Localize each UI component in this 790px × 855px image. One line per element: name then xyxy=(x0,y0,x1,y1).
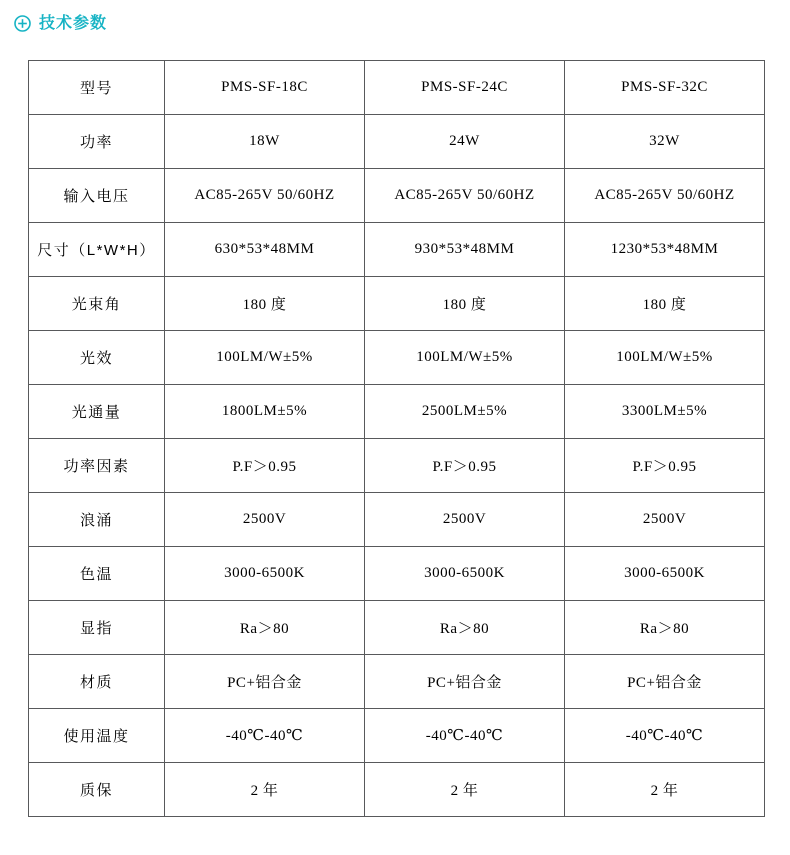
spec-table-wrapper xyxy=(28,60,764,817)
row-value: P.F＞0.95 xyxy=(365,439,565,493)
row-value: 2 年 xyxy=(365,763,565,817)
plus-circle-icon xyxy=(14,15,31,32)
row-value: 2 年 xyxy=(165,763,365,817)
spec-table xyxy=(28,60,765,817)
section-header xyxy=(0,0,790,34)
table-row xyxy=(29,331,765,385)
row-value: PC+铝合金 xyxy=(165,655,365,709)
row-value: -40℃-40℃ xyxy=(165,709,365,763)
row-label: 尺寸（L*W*H） xyxy=(29,223,165,277)
row-value: 930*53*48MM xyxy=(365,223,565,277)
row-value: 1230*53*48MM xyxy=(565,223,765,277)
row-value: PMS-SF-18C xyxy=(165,61,365,115)
row-value: Ra＞80 xyxy=(565,601,765,655)
table-row xyxy=(29,61,765,115)
row-label: 使用温度 xyxy=(29,709,165,763)
row-label: 显指 xyxy=(29,601,165,655)
row-value: 2 年 xyxy=(565,763,765,817)
row-value: PC+铝合金 xyxy=(565,655,765,709)
table-row xyxy=(29,493,765,547)
row-value: 3000-6500K xyxy=(165,547,365,601)
row-value: 1800LM±5% xyxy=(165,385,365,439)
page-title: 技术参数 xyxy=(39,14,108,32)
row-label: 光束角 xyxy=(29,277,165,331)
row-label: 质保 xyxy=(29,763,165,817)
table-row xyxy=(29,601,765,655)
row-value: P.F＞0.95 xyxy=(565,439,765,493)
row-value: 180 度 xyxy=(165,277,365,331)
row-label: 光通量 xyxy=(29,385,165,439)
row-label: 浪涌 xyxy=(29,493,165,547)
row-value: PMS-SF-32C xyxy=(565,61,765,115)
row-value: 18W xyxy=(165,115,365,169)
table-row xyxy=(29,763,765,817)
row-label: 输入电压 xyxy=(29,169,165,223)
row-value: 2500LM±5% xyxy=(365,385,565,439)
row-value: 180 度 xyxy=(365,277,565,331)
row-value: AC85-265V 50/60HZ xyxy=(565,169,765,223)
table-row xyxy=(29,169,765,223)
row-value: 24W xyxy=(365,115,565,169)
table-row xyxy=(29,277,765,331)
row-value: AC85-265V 50/60HZ xyxy=(165,169,365,223)
row-label: 功率因素 xyxy=(29,439,165,493)
row-value: 3300LM±5% xyxy=(565,385,765,439)
row-value: Ra＞80 xyxy=(165,601,365,655)
row-value: -40℃-40℃ xyxy=(565,709,765,763)
row-label: 功率 xyxy=(29,115,165,169)
table-row xyxy=(29,655,765,709)
row-value: 100LM/W±5% xyxy=(565,331,765,385)
row-value: 630*53*48MM xyxy=(165,223,365,277)
row-value: 2500V xyxy=(365,493,565,547)
table-row xyxy=(29,439,765,493)
table-row xyxy=(29,115,765,169)
row-label: 光效 xyxy=(29,331,165,385)
row-value: PMS-SF-24C xyxy=(365,61,565,115)
row-label: 型号 xyxy=(29,61,165,115)
table-row xyxy=(29,223,765,277)
table-row xyxy=(29,547,765,601)
table-row xyxy=(29,385,765,439)
row-value: 2500V xyxy=(165,493,365,547)
row-value: 2500V xyxy=(565,493,765,547)
row-value: 180 度 xyxy=(565,277,765,331)
row-value: 3000-6500K xyxy=(565,547,765,601)
table-row xyxy=(29,709,765,763)
row-value: AC85-265V 50/60HZ xyxy=(365,169,565,223)
row-value: 100LM/W±5% xyxy=(365,331,565,385)
row-value: 32W xyxy=(565,115,765,169)
row-value: -40℃-40℃ xyxy=(365,709,565,763)
row-label: 材质 xyxy=(29,655,165,709)
row-value: P.F＞0.95 xyxy=(165,439,365,493)
row-value: PC+铝合金 xyxy=(365,655,565,709)
row-value: 100LM/W±5% xyxy=(165,331,365,385)
row-value: Ra＞80 xyxy=(365,601,565,655)
row-label: 色温 xyxy=(29,547,165,601)
row-value: 3000-6500K xyxy=(365,547,565,601)
